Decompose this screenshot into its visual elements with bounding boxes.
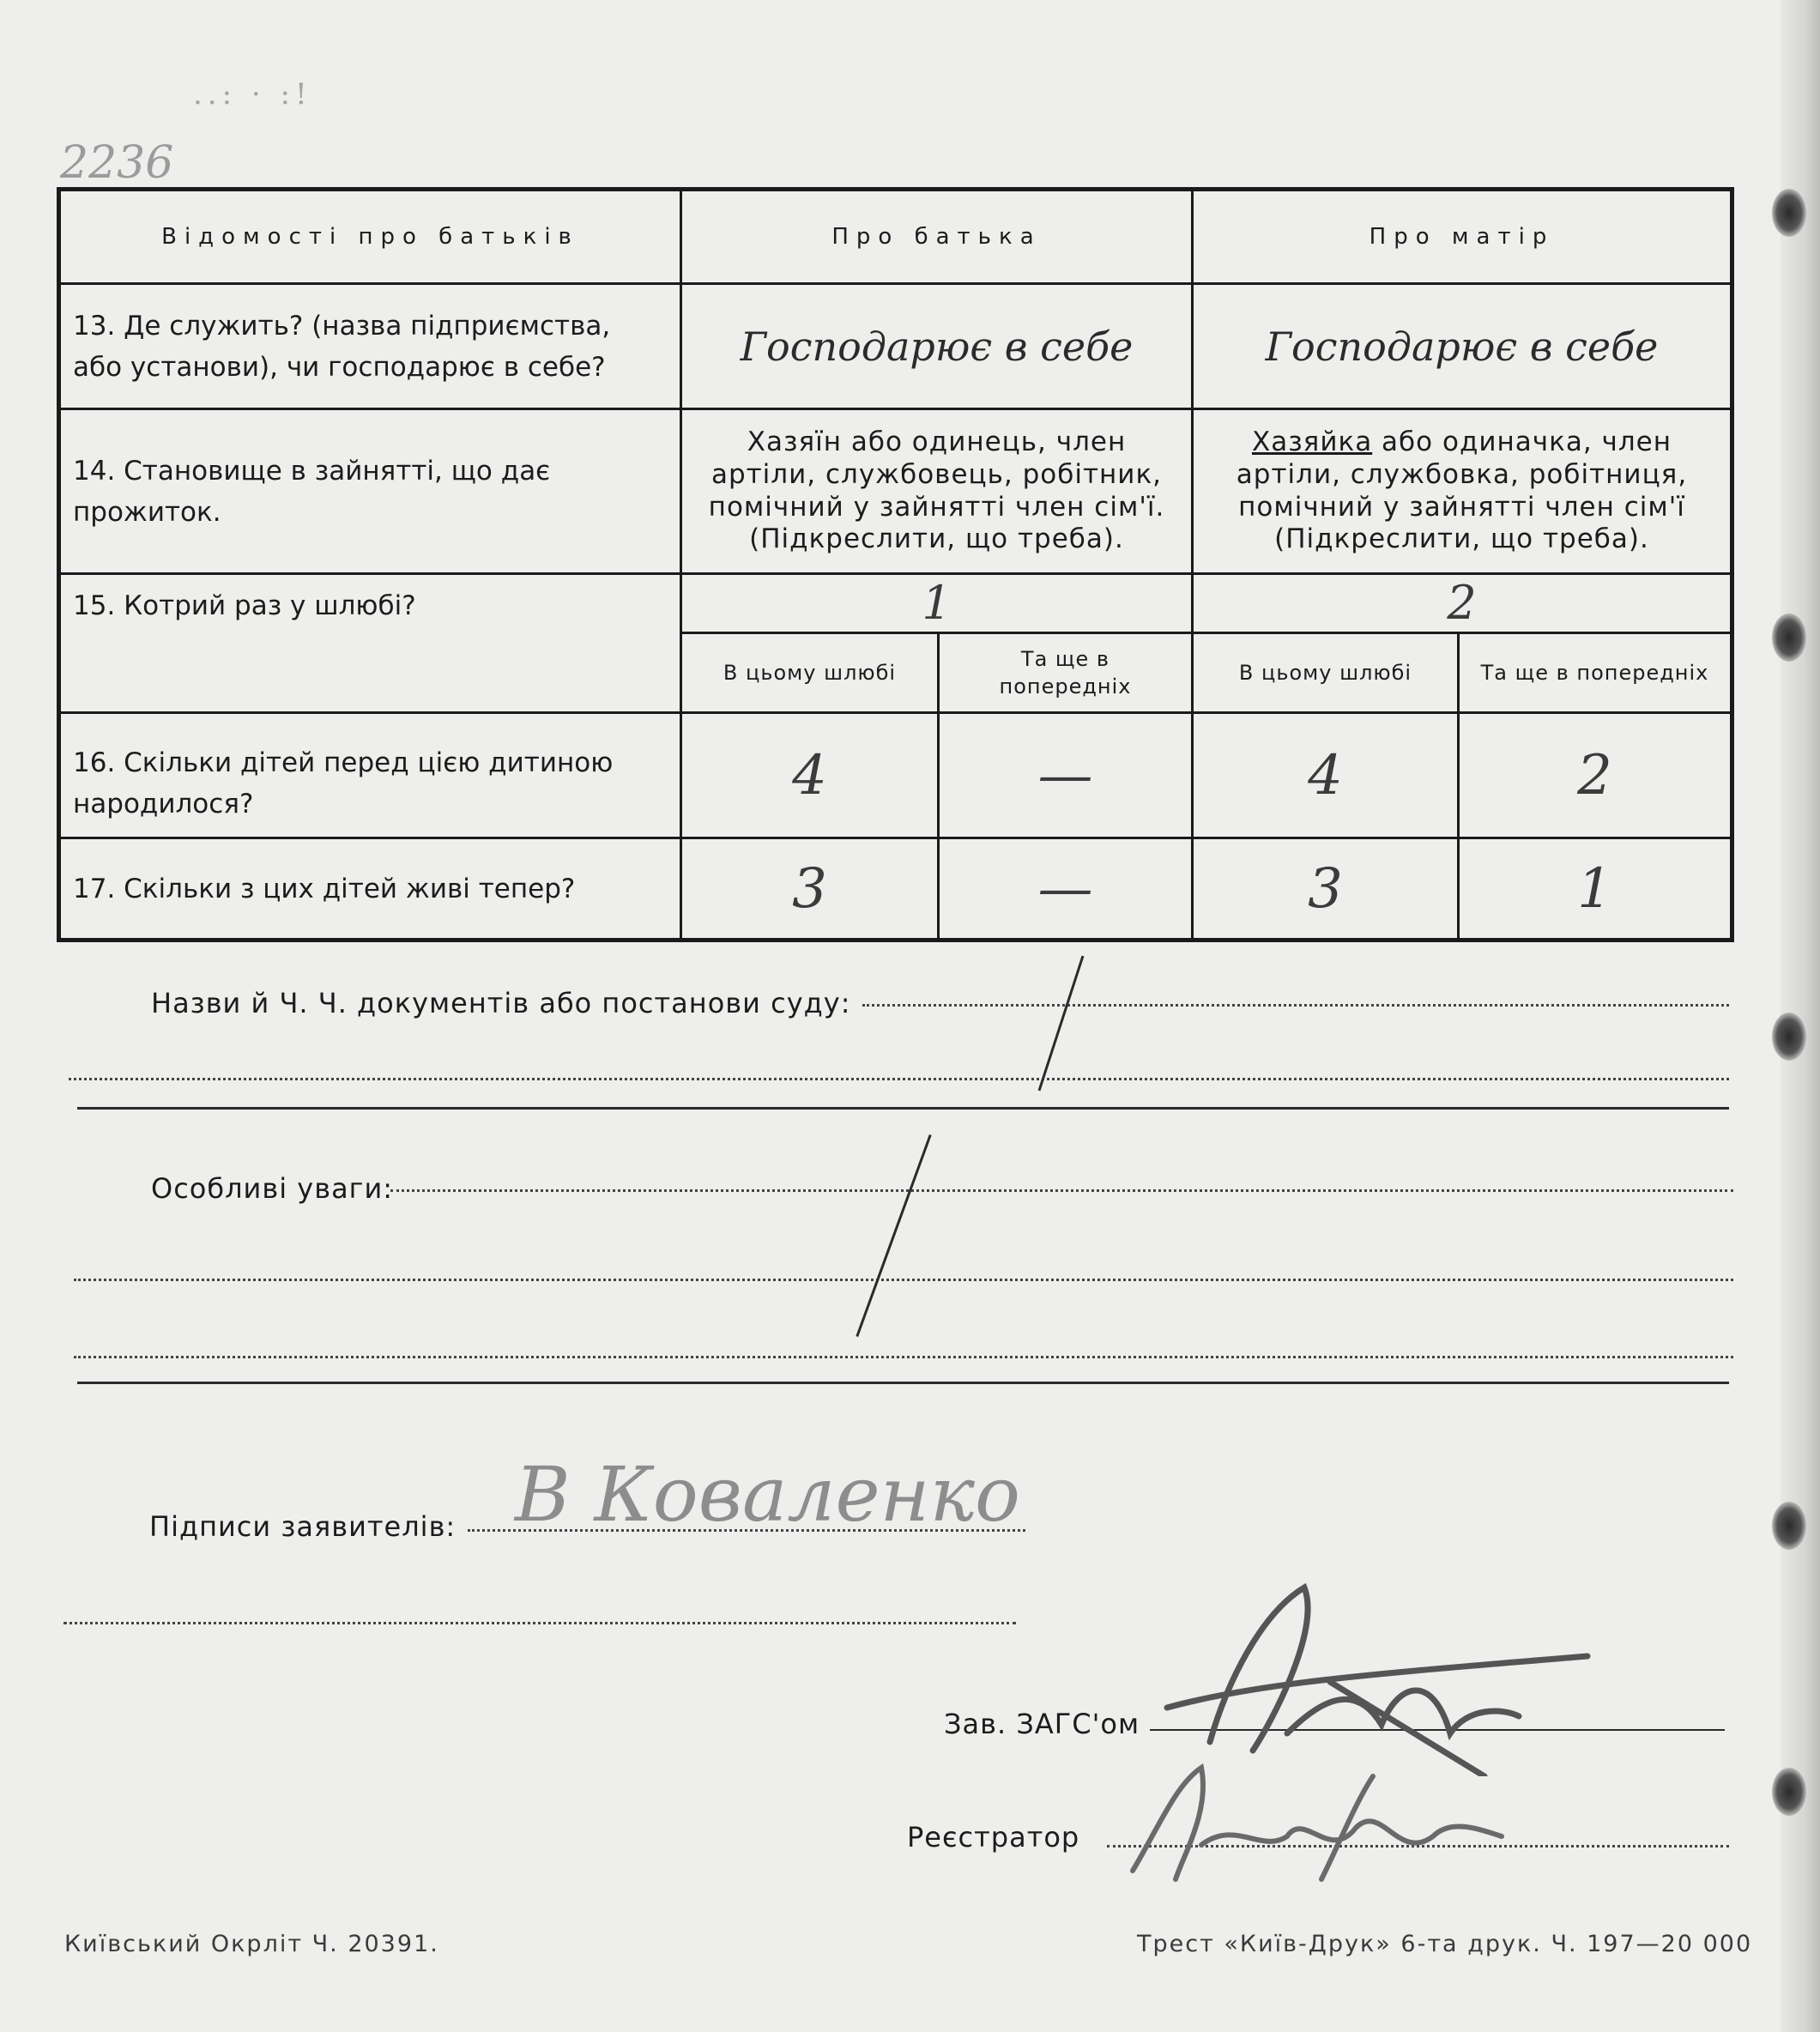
binding-hole: [1772, 614, 1806, 662]
binding-hole: [1772, 189, 1806, 237]
footer-left: Київський Окрліт Ч. 20391.: [64, 1931, 439, 1957]
parents-info-table: [57, 187, 1734, 942]
q14-father-rest: або одинець, член артіли, службовець, робітник, помічний у зайнятті член сім'ї. (Підкреслити, що треба).: [708, 426, 1165, 555]
remarks-line: [74, 1279, 1733, 1281]
row-15: [59, 573, 1732, 632]
q17-father-prev: —: [939, 838, 1193, 940]
dash-mark: [856, 1134, 931, 1337]
head-label: Зав. ЗАГС'ом: [944, 1708, 1140, 1740]
remarks-rule: [77, 1382, 1729, 1384]
remarks-line: [390, 1189, 1733, 1192]
header-label: Відомості про батьків: [59, 190, 681, 284]
q17-mother-this: 3: [1193, 838, 1459, 940]
subheader-father-this: В цьому шлюбі: [681, 632, 939, 713]
applicants-signature-line: [468, 1529, 1025, 1532]
applicants-signature-line: [63, 1622, 1016, 1624]
q16-father-this: 4: [681, 713, 939, 838]
corner-scribble: ..: · :!: [193, 77, 312, 112]
q13-mother-answer: Господарює в себе: [1193, 284, 1732, 409]
documents-line: [69, 1078, 1729, 1080]
q17-label: 17. Скільки з цих дітей живі тепер?: [59, 838, 681, 940]
q14-father-options: [681, 409, 1193, 574]
documents-rule: [77, 1107, 1729, 1110]
row-13: [59, 284, 1732, 409]
remarks-line: [74, 1356, 1733, 1358]
q16-mother-prev: 2: [1459, 713, 1732, 838]
q15-father-answer: 1: [681, 573, 1193, 632]
corner-number: 2236: [60, 137, 174, 189]
q13-father-answer: Господарює в себе: [681, 284, 1193, 409]
registrar-signature: [1124, 1751, 1519, 1888]
q15-mother-answer: 2: [1193, 573, 1732, 632]
dash-mark: [1038, 956, 1085, 1092]
binding-hole: [1772, 1768, 1806, 1816]
q14-mother-rest: або одиначка, член артіли, службовка, робітниця, помічний у зайнятті член сім'ї (Підкреслити, що треба).: [1236, 426, 1688, 555]
subheader-father-prev: Та ще в попередніх: [939, 632, 1193, 713]
applicant-signature: В Коваленко: [515, 1450, 1021, 1539]
subheader-mother-this: В цьому шлюбі: [1193, 632, 1459, 713]
subheader-mother-prev: Та ще в попередніх: [1459, 632, 1732, 713]
remarks-label: Особливі уваги:: [151, 1172, 394, 1205]
q17-mother-prev: 1: [1459, 838, 1732, 940]
binding-hole: [1772, 1013, 1806, 1061]
footer-right: Трест «Київ-Друк» 6-та друк. Ч. 197—20 000: [1137, 1931, 1753, 1957]
q14-father-pre: Хазяїн: [747, 426, 842, 457]
header-father: Про батька: [681, 190, 1193, 284]
header-mother: Про матір: [1193, 190, 1732, 284]
q15-label: 15. Котрий раз у шлюбі?: [59, 573, 681, 713]
head-signature: [1158, 1579, 1605, 1776]
q14-mother-selected: Хазяйка: [1251, 426, 1373, 457]
q14-label: 14. Становище в зайнятті, що дає прожиток.: [59, 409, 681, 574]
row-14: [59, 409, 1732, 574]
documents-line: [862, 1004, 1729, 1007]
row-17: [59, 838, 1732, 940]
q16-mother-this: 4: [1193, 713, 1459, 838]
applicants-signature-label: Підписи заявителів:: [149, 1510, 457, 1543]
binding-hole: [1772, 1502, 1806, 1550]
documents-label: Назви й Ч. Ч. документів або постанови суду:: [151, 987, 851, 1019]
row-16: [59, 713, 1732, 838]
q16-father-prev: —: [939, 713, 1193, 838]
q16-label: 16. Скільки дітей перед цією дитиною народилося?: [59, 713, 681, 838]
q14-mother-options: [1193, 409, 1732, 574]
header-row: [59, 190, 1732, 284]
registrar-label: Реєстратор: [907, 1821, 1080, 1854]
q13-label: 13. Де служить? (назва підприємства, або установи), чи господарює в себе?: [59, 284, 681, 409]
q17-father-this: 3: [681, 838, 939, 940]
